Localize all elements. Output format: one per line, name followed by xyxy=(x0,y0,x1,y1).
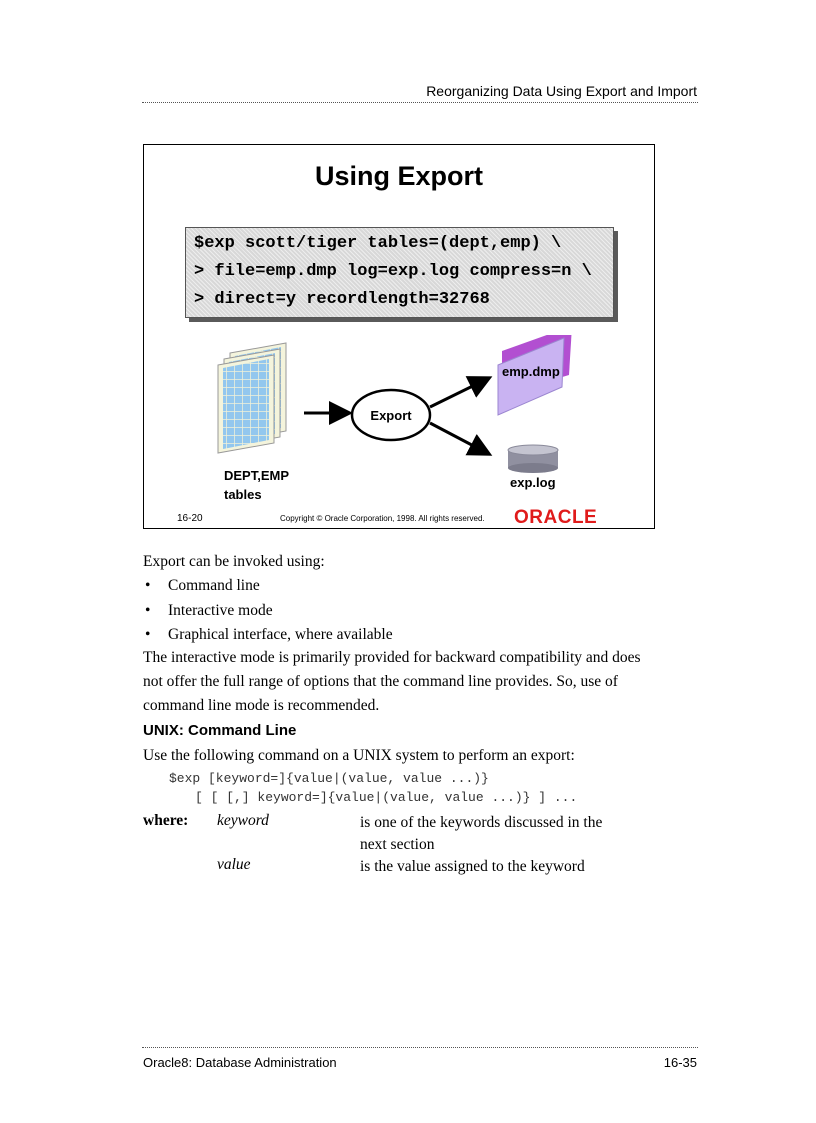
command-box xyxy=(185,227,614,318)
definition-term: keyword xyxy=(217,812,269,829)
definition-text: is the value assigned to the keyword xyxy=(360,858,585,875)
running-header: Reorganizing Data Using Export and Import xyxy=(426,83,697,99)
list-item-text: Command line xyxy=(168,577,260,594)
log-file-icon xyxy=(508,445,558,473)
list-item-text: Graphical interface, where available xyxy=(168,626,393,643)
tables-label-line1: DEPT,EMP xyxy=(224,468,290,483)
slide-figure xyxy=(143,144,655,529)
tables-label-line2: tables xyxy=(224,487,262,502)
export-process-label: Export xyxy=(370,408,412,423)
arrow-export-to-log xyxy=(430,423,487,453)
body-paragraph: The interactive mode is primarily provided for backward compatibility and does not offer the full range of options that the command line provides. So, use of command line mode is recommended. xyxy=(143,649,641,714)
definition-text: is one of the keywords discussed in the next section xyxy=(360,814,603,853)
slide-copyright: Copyright © Oracle Corporation, 1998. All rights reserved. xyxy=(280,514,485,523)
code-line: $exp [keyword=]{value|(value, value ...)} xyxy=(169,771,489,786)
section-heading: UNIX: Command Line xyxy=(143,722,297,739)
footer-rule xyxy=(142,1047,698,1048)
command-line: > direct=y recordlength=32768 xyxy=(194,290,490,309)
list-item: • Interactive mode xyxy=(145,601,273,619)
slide-title: Using Export xyxy=(314,161,483,191)
intro-text: Export can be invoked using: xyxy=(143,553,325,570)
arrow-export-to-dump xyxy=(430,379,487,407)
footer-page-number: 16-35 xyxy=(663,1055,697,1070)
command-line: > file=emp.dmp log=exp.log compress=n \ xyxy=(194,262,592,281)
export-diagram xyxy=(144,335,654,510)
where-label: where: xyxy=(143,812,189,829)
slide-number: 16-20 xyxy=(177,513,203,524)
header-rule xyxy=(142,102,698,103)
command-line: $exp scott/tiger tables=(dept,emp) \ xyxy=(194,234,562,253)
section-description: Use the following command on a UNIX system to perform an export: xyxy=(143,747,575,764)
definition-term: value xyxy=(217,856,251,873)
list-item-text: Interactive mode xyxy=(168,601,273,619)
list-item: • Graphical interface, where available xyxy=(145,626,393,643)
log-file-label: exp.log xyxy=(510,475,556,490)
code-line: [ [ [,] keyword=]{value|(value, value ...)} ] ... xyxy=(195,790,578,805)
oracle-logo: ORACLE xyxy=(514,507,598,528)
footer-book-title: Oracle8: Database Administration xyxy=(143,1055,337,1070)
list-item: • Command line xyxy=(145,577,260,594)
tables-icon xyxy=(218,343,286,453)
dump-file-label: emp.dmp xyxy=(502,364,560,379)
invocation-methods-list xyxy=(143,574,393,648)
